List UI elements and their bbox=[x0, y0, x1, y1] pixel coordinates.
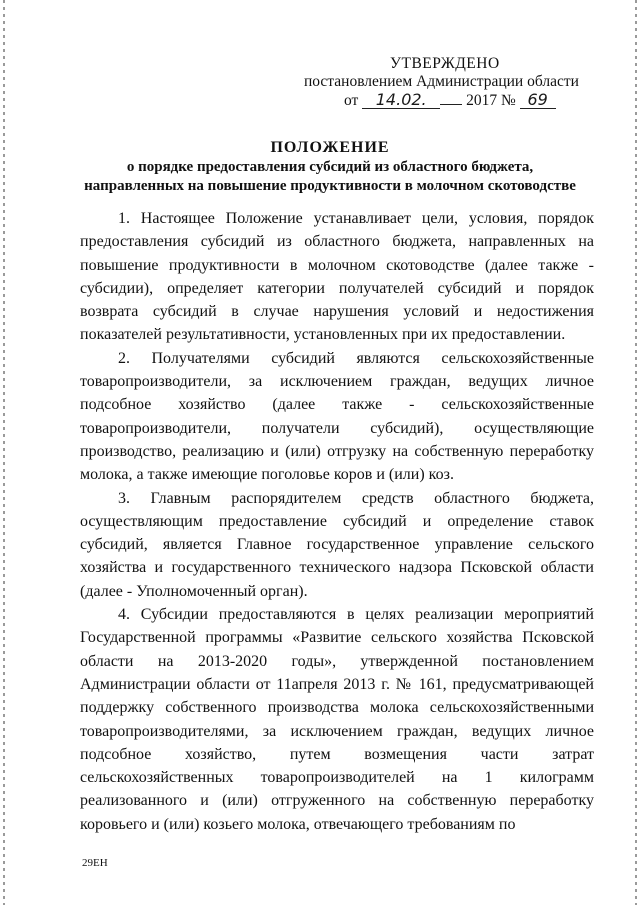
paragraph-3: 3. Главным распорядителем средств областного бюджета, осуществляющим предоставление субсидий и определение ставок субсидий, является Главное государственное управление сельского хозяйства и государственного технического надзора Псковской области (далее - Уполномоченный орган). bbox=[80, 489, 594, 600]
date-underline bbox=[440, 104, 462, 105]
document-body bbox=[80, 207, 594, 836]
document-subtitle-line1: о порядке предоставления субсидий из областного бюджета, bbox=[126, 159, 534, 175]
handwritten-number: 69 bbox=[520, 91, 556, 109]
paragraph-1: 1. Настоящее Положение устанавливает цели, условия, порядок предоставления субсидий из областного бюджета, направленных на повышение продуктивности в молочном скотоводстве (далее также - субсидии), определяет категории получателей субсидий и порядок возврата субсидий в случае нарушения условий и недостижения показателей результативности, установленных при их предоставлении. bbox=[80, 210, 594, 344]
date-prefix: от bbox=[344, 92, 359, 109]
approval-year: 2017 № bbox=[466, 92, 516, 109]
approval-issuer: постановлением Администрации области bbox=[304, 73, 579, 90]
handwritten-date: 14.02. bbox=[362, 91, 440, 109]
paragraph-4: 4. Субсидии предоставляются в целях реализации мероприятий Государственной программы «Развитие сельского хозяйства Псковской области на 2013-2020 годы», утвержденной постановлением Администрации области от 11апреля 2013 г. № 161, предусматривающей поддержку собственного производства молока сельскохозяйственными товаропроизводителями, за исключением граждан, ведущих личное подсобное хозяйство, путем возмещения части затрат сельскохозяйственных товаропроизводителей на 1 килограмм реализованного и (или) отгруженного на собственную переработку коровьего и (или) козьего молока, отвечающего требованиям по bbox=[80, 606, 594, 833]
footer-code: 29ЕН bbox=[82, 857, 108, 869]
scan-edge-left bbox=[3, 0, 5, 905]
approval-title: УТВЕРЖДЕНО bbox=[390, 55, 500, 72]
scan-edge-right bbox=[635, 0, 637, 905]
document-subtitle-line2: направленных на повышение продуктивности в молочном скотоводстве bbox=[84, 178, 576, 194]
document-heading bbox=[60, 138, 600, 196]
paragraph-2: 2. Получателями субсидий являются сельскохозяйственные товаропроизводители, за исключением граждан, ведущих личное подсобное хозяйство (далее также - сельскохозяйственные товаропроизводители, получатели субсидий), осуществляющие производство, реализацию и (или) отгрузку на собственную переработку молока, а также имеющие поголовье коров и (или) коз. bbox=[80, 349, 594, 484]
document-title: ПОЛОЖЕНИЕ bbox=[270, 139, 390, 156]
approval-date-line bbox=[344, 91, 556, 111]
